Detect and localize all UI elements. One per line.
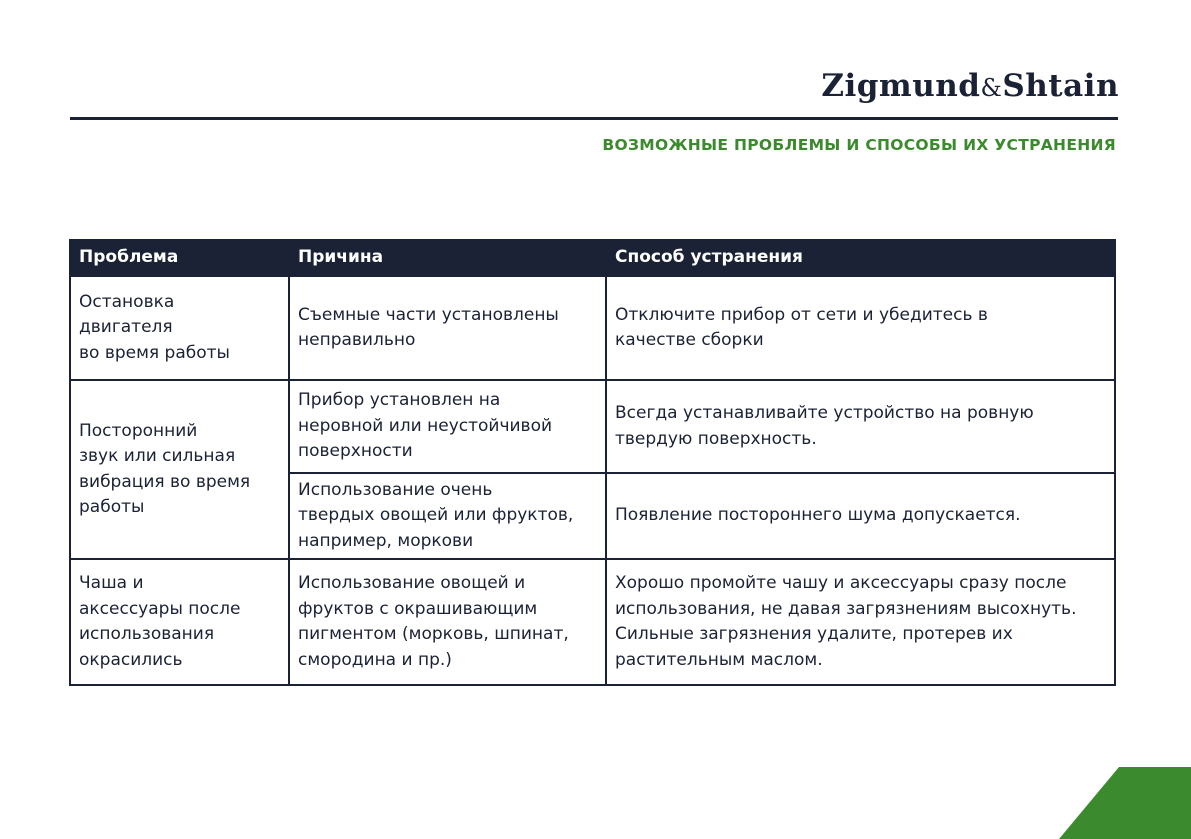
cause-cell [289, 559, 606, 685]
table-row [70, 559, 1115, 685]
table-row [70, 380, 1115, 473]
text-line: твердых овощей или фруктов, [298, 505, 574, 526]
cause-cell [289, 380, 606, 473]
header-solution: Способ устранения [606, 240, 1115, 276]
solution-cell [606, 473, 1115, 559]
cause-cell [289, 473, 606, 559]
text-line: Сильные загрязнения удалите, протерев их [615, 624, 1013, 644]
text-line: аксессуары после [79, 598, 241, 619]
section-title: ВОЗМОЖНЫЕ ПРОБЛЕМЫ И СПОСОБЫ ИХ УСТРАНЕНИЯ [602, 136, 1116, 154]
text-line: неровной или неустойчивой [298, 415, 553, 436]
text-line: Хорошо промойте чашу и аксессуары сразу после [615, 573, 1067, 593]
table-row [70, 276, 1115, 380]
table-header-row [70, 240, 1115, 276]
brand-name-right: Shtain [1002, 68, 1119, 104]
text-line: Чаша и [79, 573, 144, 593]
text-line: использования [79, 624, 215, 644]
text-line: Отключите прибор от сети и убедитесь в [615, 304, 988, 325]
header-cause: Причина [289, 240, 606, 276]
corner-decoration [1059, 767, 1191, 839]
problem-cell [70, 559, 289, 685]
text-line: работы [79, 497, 145, 517]
text-line: Появление постороннего шума допускается. [615, 505, 1021, 526]
header-problem: Проблема [70, 240, 289, 276]
text-line: например, моркови [298, 530, 474, 551]
cause-cell [289, 276, 606, 380]
solution-cell [606, 380, 1115, 473]
text-line: во время работы [79, 342, 230, 363]
text-line: вибрация во время [79, 471, 251, 492]
corner-triangle [1059, 767, 1191, 839]
brand-name-left: Zigmund [821, 68, 981, 104]
text-line: смородина и пр.) [298, 649, 452, 670]
problem-cell [70, 276, 289, 380]
text-line: Использование овощей и [298, 573, 526, 593]
text-line: звук или сильная [79, 446, 236, 466]
text-line: растительным маслом. [615, 649, 823, 670]
text-line: поверхности [298, 441, 413, 462]
brand-logo [821, 68, 1119, 104]
text-line: пигментом (морковь, шпинат, [298, 624, 569, 644]
problem-cell [70, 380, 289, 559]
header-divider [70, 117, 1118, 120]
text-line: окрасились [79, 649, 183, 670]
text-line: Всегда устанавливайте устройство на ровную [615, 403, 1034, 423]
text-line: фруктов с окрашивающим [298, 598, 538, 619]
text-line: неправильно [298, 330, 416, 350]
text-line: двигателя [79, 317, 173, 338]
text-line: качестве сборки [615, 330, 764, 350]
text-line: Остановка [79, 291, 175, 312]
brand-ampersand: & [980, 74, 1003, 102]
text-line: Использование очень [298, 479, 493, 500]
solution-cell [606, 559, 1115, 685]
text-line: использования, не давая загрязнениям высохнуть. [615, 598, 1077, 619]
troubleshooting-table [69, 239, 1116, 686]
text-line: твердую поверхность. [615, 428, 817, 449]
text-line: Съемные части установлены [298, 304, 559, 325]
text-line: Прибор установлен на [298, 390, 501, 411]
solution-cell [606, 276, 1115, 380]
text-line: Посторонний [79, 420, 198, 441]
